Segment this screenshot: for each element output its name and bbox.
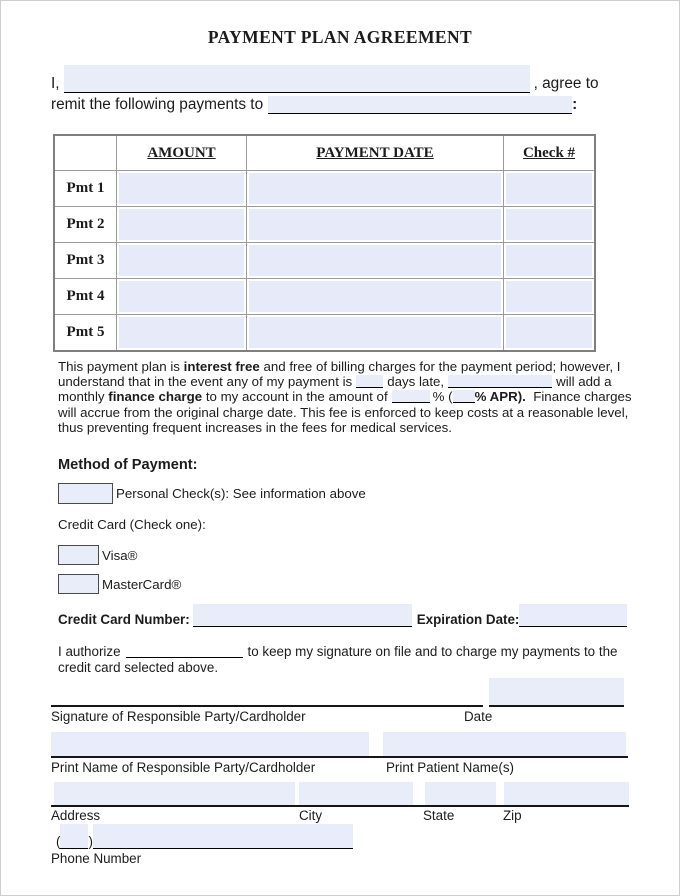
authorize-prefix: I authorize — [58, 644, 121, 660]
table-row — [54, 279, 595, 315]
phone-paren-close: ) — [88, 834, 93, 850]
pmt2-amount-cell[interactable] — [117, 207, 247, 243]
terms-line-4: will accrue from the original charge date. This fee is enforced to keep costs at a reasonable level, — [58, 404, 629, 420]
terms-text: understand that in the event any of my payment is — [58, 374, 353, 390]
finance-percent-field[interactable] — [392, 390, 430, 403]
print-name-line-row — [51, 732, 628, 758]
address-label: Address — [51, 808, 101, 824]
pmt5-check-cell[interactable] — [504, 315, 596, 352]
expiration-date-label: Expiration Date: — [416, 612, 520, 628]
pmt1-check-cell[interactable] — [504, 171, 596, 207]
pmt4-payment-date-cell[interactable] — [247, 279, 504, 315]
days-late-field[interactable] — [356, 375, 383, 388]
print-name-field[interactable] — [51, 732, 369, 756]
pmt1-payment-date-cell[interactable] — [247, 171, 504, 207]
address-line-row — [51, 782, 629, 807]
table-row — [54, 315, 595, 352]
card-number-label: Credit Card Number: — [58, 612, 190, 628]
creditor-name-field[interactable] — [448, 375, 552, 388]
pmt1-amount-cell[interactable] — [117, 171, 247, 207]
signature-labels-row — [51, 709, 629, 726]
table-header-row — [54, 135, 595, 171]
apr-percent-field[interactable] — [453, 390, 475, 403]
intro-line-1 — [51, 65, 629, 93]
terms-text: Finance charges — [533, 389, 632, 405]
visa-row — [58, 545, 679, 565]
authorized-party-field[interactable] — [126, 644, 243, 658]
signature-date-line-row — [51, 678, 679, 707]
terms-text: This payment plan is — [58, 359, 184, 374]
terms-line-2 — [58, 374, 679, 389]
state-label: State — [423, 808, 455, 824]
expiration-date-field[interactable] — [519, 604, 627, 627]
print-patient-field[interactable] — [383, 732, 626, 756]
header-amount: AMOUNT — [117, 135, 247, 171]
personal-check-label: Personal Check(s): See information above — [116, 486, 366, 502]
header-check-number: Check # — [504, 135, 596, 171]
terms-text: days late, — [387, 374, 445, 390]
visa-label: Visa® — [102, 547, 138, 563]
payer-name-field[interactable] — [64, 65, 530, 93]
pmt5-amount-cell[interactable] — [117, 315, 247, 352]
table-row — [54, 243, 595, 279]
row-label-pmt5: Pmt 5 — [54, 315, 117, 352]
date-label: Date — [464, 709, 493, 725]
page-title: PAYMENT PLAN AGREEMENT — [207, 27, 473, 47]
terms-line-3 — [58, 389, 679, 404]
row-label-pmt2: Pmt 2 — [54, 207, 117, 243]
pmt4-amount-cell[interactable] — [117, 279, 247, 315]
zip-label: Zip — [503, 808, 522, 824]
intro-line-2 — [51, 96, 629, 114]
row-label-pmt3: Pmt 3 — [54, 243, 117, 279]
table-row — [54, 207, 595, 243]
terms-text: and free of billing charges for the payment period; however, I — [259, 359, 621, 374]
print-name-label: Print Name of Responsible Party/Cardholder — [51, 760, 316, 776]
terms-text: to my account in the amount of — [202, 389, 388, 405]
address-labels-row — [51, 808, 629, 823]
city-field[interactable] — [299, 782, 413, 805]
card-number-row — [58, 604, 679, 627]
print-labels-row — [51, 760, 629, 777]
address-field[interactable] — [54, 782, 295, 805]
mastercard-checkbox[interactable] — [58, 574, 99, 594]
intro-colon: : — [572, 96, 578, 113]
pmt5-payment-date-cell[interactable] — [247, 315, 504, 352]
card-number-field[interactable] — [193, 604, 412, 627]
method-of-payment-heading: Method of Payment: — [58, 457, 198, 474]
city-label: City — [299, 808, 323, 824]
intro-prefix: I, — [51, 75, 60, 92]
phone-line-row — [56, 823, 679, 849]
authorize-line2: credit card selected above. — [58, 660, 219, 676]
pmt2-payment-date-cell[interactable] — [247, 207, 504, 243]
pmt3-check-cell[interactable] — [504, 243, 596, 279]
row-label-pmt4: Pmt 4 — [54, 279, 117, 315]
phone-area-code-field[interactable] — [60, 824, 88, 849]
pmt2-check-cell[interactable] — [504, 207, 596, 243]
terms-text: monthly — [58, 389, 109, 405]
pmt3-amount-cell[interactable] — [117, 243, 247, 279]
terms-text: % ( — [432, 389, 453, 405]
payment-schedule-table — [53, 134, 596, 352]
payee-name-field[interactable] — [268, 96, 572, 114]
terms-finance-charge-bold: finance charge — [108, 389, 203, 405]
intro-agree-suffix: , agree to — [533, 75, 599, 92]
authorize-suffix: to keep my signature on file and to charge my payments to the — [247, 644, 618, 660]
terms-text: will add a — [556, 374, 612, 390]
date-field[interactable] — [489, 678, 624, 707]
signature-label: Signature of Responsible Party/Cardholder — [51, 709, 306, 725]
mastercard-label: MasterCard® — [102, 576, 182, 592]
authorization-paragraph — [58, 644, 679, 676]
phone-number-field[interactable] — [93, 824, 353, 849]
phone-number-label: Phone Number — [51, 851, 142, 867]
header-blank — [54, 135, 117, 171]
visa-checkbox[interactable] — [58, 545, 99, 565]
terms-interest-free-bold: interest free — [183, 359, 260, 374]
terms-line-5: thus preventing frequent increases in the fees for medical services. — [58, 419, 452, 435]
credit-card-check-one-label: Credit Card (Check one): — [58, 517, 206, 533]
zip-field[interactable] — [504, 782, 629, 805]
terms-line-1 — [58, 359, 679, 374]
pmt4-check-cell[interactable] — [504, 279, 596, 315]
terms-apr-bold: % APR). — [474, 389, 526, 405]
personal-check-checkbox[interactable] — [58, 483, 113, 504]
pmt3-payment-date-cell[interactable] — [247, 243, 504, 279]
intro-remit-text: remit the following payments to — [51, 96, 264, 113]
terms-paragraph — [58, 359, 679, 435]
phone-paren-open: ( — [56, 834, 61, 850]
personal-check-row — [58, 483, 679, 504]
print-patient-label: Print Patient Name(s) — [386, 760, 514, 776]
mastercard-row — [58, 574, 679, 594]
state-field[interactable] — [425, 782, 496, 805]
signature-field[interactable] — [51, 678, 483, 707]
header-payment-date: PAYMENT DATE — [247, 135, 504, 171]
table-row — [54, 171, 595, 207]
row-label-pmt1: Pmt 1 — [54, 171, 117, 207]
